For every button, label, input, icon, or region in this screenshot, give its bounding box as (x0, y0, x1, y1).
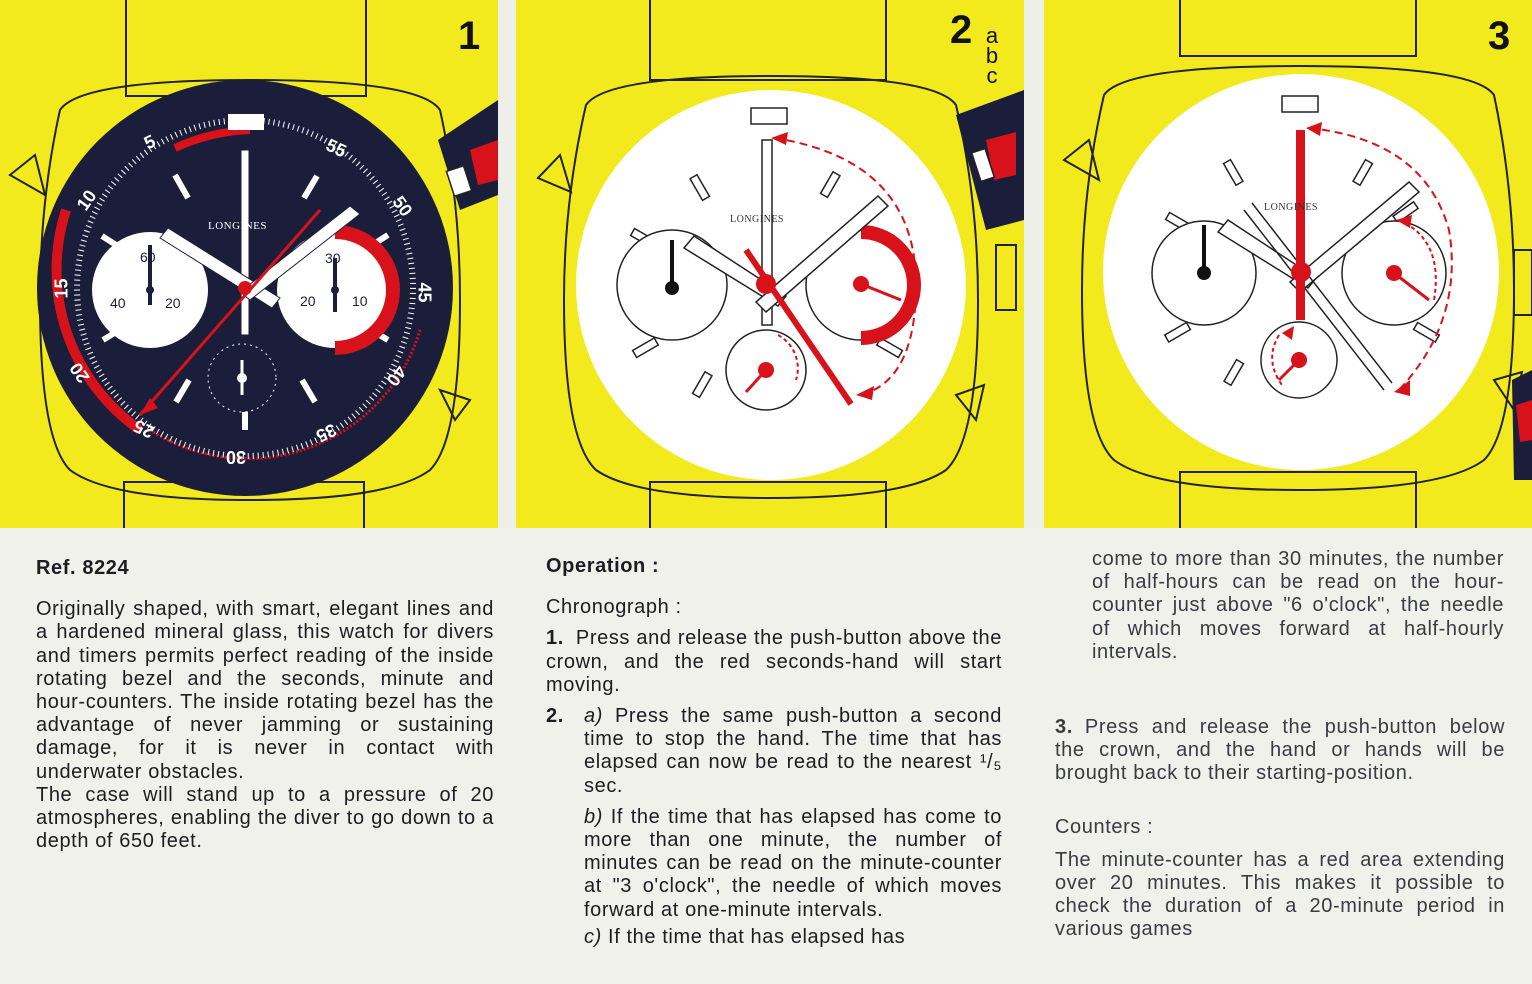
column-1 (36, 557, 494, 853)
counter-label: 40 (110, 295, 126, 311)
bezel-number: 55 (322, 134, 350, 162)
watch-3-illustration (1044, 0, 1532, 528)
item-letter: b) (584, 805, 603, 828)
brand-logo: LONGINES (208, 220, 267, 232)
column-3-lower (1055, 716, 1505, 942)
panel-number: 1 (458, 14, 481, 58)
item-text: Press and release the push-button below the crown, and the hand or hands will be brought back to their starting-position. (1055, 716, 1505, 785)
panel-number: 2 (950, 8, 973, 52)
item-text: If the time that has elapsed has come to more than one minute, the number of minutes can be read on the minute-counter at "3 o'clock", the needle of which moves forward at one-minute intervals. (584, 805, 1002, 921)
item-2a (584, 705, 1002, 798)
bezel-number: 25 (130, 415, 158, 443)
item-number: 2. (546, 705, 564, 728)
illustration-panel-1 (0, 0, 498, 528)
bezel-number: 30 (226, 447, 247, 467)
item-text: Press and release the push-button above the crown, and the red seconds-hand will start moving. (546, 627, 1002, 696)
item-2b (584, 806, 1002, 922)
illustration-panel-3 (1044, 0, 1532, 528)
continuation-paragraph: come to more than 30 minutes, the number of half-hours can be read on the hour-counter just above "6 o'clock", the needle of which moves forward at half-hourly intervals. (1092, 548, 1504, 663)
brand-logo: LONGINES (1264, 202, 1318, 213)
watch-2-illustration (516, 0, 1024, 528)
counters-paragraph: The minute-counter has a red area extending over 20 minutes. This makes it possible to check the duration of a 20-minute period in various games (1055, 848, 1505, 941)
counter-label: 20 (165, 295, 181, 311)
brand-logo: LONGINES (730, 214, 784, 225)
bezel-number: 20 (65, 358, 94, 387)
description-paragraph: The case will stand up to a pressure of 20 atmospheres, enabling the diver to go down to a depth of 650 feet. (36, 783, 494, 853)
sub-letter: c (986, 63, 998, 88)
operation-heading: Operation : (546, 555, 660, 577)
counter-label: 60 (140, 249, 156, 265)
counters-heading: Counters : (1055, 815, 1154, 838)
item-number: 3. (1055, 716, 1073, 738)
chronograph-subheading: Chronograph : (546, 596, 682, 619)
illustration-panel-2 (516, 0, 1024, 528)
instruction-item-3 (1055, 716, 1505, 786)
bezel-number: 10 (72, 186, 101, 215)
item-text: If the time that has elapsed has (601, 925, 906, 948)
item-letter: c) (584, 925, 602, 948)
item-text: Press the same push-button a second time to stop the hand. The time that has elapsed can now be read to the nearest ¹/₅ sec. (584, 705, 1002, 797)
panel-sub-letters (984, 23, 1000, 88)
item-letter: a) (584, 705, 603, 728)
bezel-number: 50 (388, 192, 417, 221)
column-3 (1092, 548, 1504, 664)
panel-number: 3 (1488, 14, 1511, 58)
bezel-number: 15 (51, 278, 72, 299)
item-2c (584, 926, 1002, 949)
description-paragraph: Originally shaped, with smart, elegant lines and a hardened mineral glass, this watch for divers and timers permits perfect reading of the inside rotating bezel and the seconds, minute and hour-counters. The inside rotating bezel has the advantage of never jamming or sustaining damage, for it is never in contact with underwater obstacles. (36, 598, 494, 783)
bezel-number: 5 (141, 130, 159, 154)
sub-letter: a (985, 23, 999, 48)
counter-label: 30 (325, 250, 341, 266)
bezel-number: 45 (414, 282, 435, 303)
counter-label: 10 (352, 293, 368, 309)
instruction-item-2 (546, 705, 1002, 949)
reference-number: Ref. 8224 (36, 557, 130, 579)
instruction-item-1 (546, 627, 1002, 697)
bezel-number: 40 (382, 361, 411, 390)
counter-label: 20 (300, 293, 316, 309)
item-number: 1. (546, 627, 564, 650)
bezel-number: 35 (312, 419, 340, 447)
watch-1-illustration (0, 0, 498, 528)
sub-letter: b (985, 43, 999, 68)
column-2 (546, 555, 1002, 949)
